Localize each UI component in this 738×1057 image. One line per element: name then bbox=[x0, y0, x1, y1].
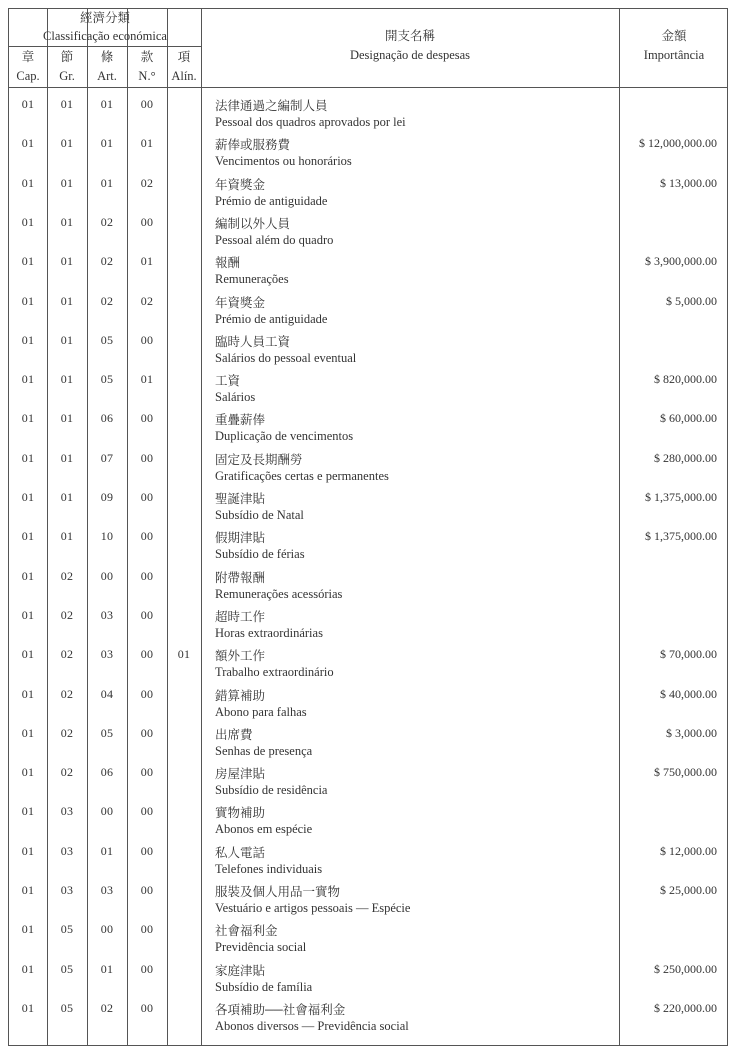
cell-gr: 01 bbox=[60, 136, 74, 151]
cell-art: 06 bbox=[100, 765, 114, 780]
col-alin-zh: 項 bbox=[177, 50, 191, 64]
designation-pt: Vencimentos ou honorários bbox=[215, 154, 352, 169]
cell-no: 00 bbox=[140, 214, 154, 229]
cell-no: 00 bbox=[140, 725, 154, 740]
designation-zh: 固定及長期酬勞 bbox=[215, 452, 303, 467]
column-divider bbox=[201, 9, 202, 1045]
col-no-zh: 款 bbox=[140, 50, 154, 64]
designation-pt: Telefones individuais bbox=[215, 861, 323, 876]
designation-zh: 假期津貼 bbox=[215, 531, 266, 546]
col-gr-pt: Gr. bbox=[59, 69, 75, 83]
cell-gr: 01 bbox=[60, 214, 74, 229]
cell-cap: 01 bbox=[21, 97, 35, 111]
cell-cap: 01 bbox=[21, 529, 35, 544]
cell-gr: 02 bbox=[60, 647, 74, 662]
cell-no: 00 bbox=[140, 883, 154, 897]
cell-cap: 01 bbox=[21, 490, 35, 504]
cell-no: 01 bbox=[140, 136, 154, 151]
designation-zh: 重疊薪俸 bbox=[215, 413, 266, 428]
col-art-pt: Art. bbox=[97, 69, 117, 83]
cell-art: 10 bbox=[100, 529, 114, 544]
cell-cap: 01 bbox=[21, 961, 35, 976]
amount-value: $ 13,000.00 bbox=[660, 175, 717, 190]
cell-cap: 01 bbox=[21, 293, 35, 308]
cell-no: 00 bbox=[140, 332, 154, 347]
designation-pt: Remunerações bbox=[215, 272, 289, 287]
designation-zh: 出席費 bbox=[215, 727, 253, 742]
cell-cap: 01 bbox=[21, 607, 35, 622]
cell-cap: 01 bbox=[21, 214, 35, 229]
cell-art: 09 bbox=[100, 490, 114, 504]
amount-header-pt: Importância bbox=[643, 48, 705, 62]
designation-zh: 工資 bbox=[215, 374, 241, 389]
designation-zh: 房屋津貼 bbox=[215, 767, 266, 782]
column-divider bbox=[167, 9, 168, 1045]
cell-gr: 03 bbox=[60, 804, 74, 819]
cell-gr: 02 bbox=[60, 568, 74, 583]
cell-cap: 01 bbox=[21, 450, 35, 465]
designation-zh: 附帶報酬 bbox=[215, 570, 266, 585]
designation-pt: Pessoal dos quadros aprovados por lei bbox=[215, 115, 406, 129]
cell-no: 00 bbox=[140, 922, 154, 937]
cell-art: 01 bbox=[100, 136, 114, 151]
designation-zh: 錯算補助 bbox=[215, 688, 266, 703]
cell-gr: 01 bbox=[60, 97, 74, 111]
cell-art: 00 bbox=[100, 804, 114, 819]
col-no-pt: N.° bbox=[138, 69, 156, 83]
cell-cap: 01 bbox=[21, 411, 35, 426]
designation-pt: Subsídio de residência bbox=[215, 783, 328, 798]
cell-gr: 02 bbox=[60, 725, 74, 740]
designation-pt: Salários do pessoal eventual bbox=[215, 350, 357, 365]
designation-pt: Senhas de presença bbox=[215, 743, 313, 758]
cell-cap: 01 bbox=[21, 843, 35, 858]
designation-header-zh: 開支名稱 bbox=[384, 29, 435, 43]
column-divider bbox=[619, 9, 620, 1045]
amount-header-zh: 金額 bbox=[661, 29, 687, 43]
designation-pt: Abonos em espécie bbox=[215, 822, 313, 837]
cell-gr: 01 bbox=[60, 450, 74, 465]
cell-gr: 01 bbox=[60, 490, 74, 504]
cell-no: 01 bbox=[140, 254, 154, 269]
cell-no: 00 bbox=[140, 490, 154, 504]
cell-gr: 01 bbox=[60, 175, 74, 190]
designation-zh: 年資獎金 bbox=[215, 177, 266, 192]
cell-art: 00 bbox=[100, 922, 114, 937]
cell-cap: 01 bbox=[21, 686, 35, 701]
cell-art: 06 bbox=[100, 411, 114, 426]
amount-value: $ 60,000.00 bbox=[660, 411, 717, 426]
designation-pt: Salários bbox=[215, 390, 256, 405]
cell-gr: 01 bbox=[60, 411, 74, 426]
cell-gr: 01 bbox=[60, 293, 74, 308]
amount-value: $ 40,000.00 bbox=[660, 686, 717, 701]
cell-art: 02 bbox=[100, 293, 114, 308]
designation-zh: 法律通過之編制人員 bbox=[215, 99, 328, 113]
designation-pt: Subsídio de férias bbox=[215, 547, 305, 562]
amount-value: $ 280,000.00 bbox=[654, 450, 717, 465]
designation-zh: 聖誕津貼 bbox=[215, 492, 266, 506]
cell-no: 00 bbox=[140, 843, 154, 858]
designation-pt: Gratificações certas e permanentes bbox=[215, 468, 389, 483]
designation-pt: Abonos diversos — Previdência social bbox=[215, 1018, 409, 1033]
designation-zh: 私人電話 bbox=[215, 845, 266, 860]
col-gr-zh: 節 bbox=[60, 50, 74, 64]
designation-pt: Horas extraordinárias bbox=[215, 625, 323, 640]
designation-pt: Prémio de antiguidade bbox=[215, 311, 328, 326]
cell-cap: 01 bbox=[21, 725, 35, 740]
cell-no: 00 bbox=[140, 450, 154, 465]
cell-no: 01 bbox=[140, 372, 154, 387]
cell-art: 02 bbox=[100, 1000, 114, 1015]
designation-zh: 實物補助 bbox=[215, 806, 266, 821]
cell-no: 00 bbox=[140, 765, 154, 780]
cell-cap: 01 bbox=[21, 1000, 35, 1015]
cell-no: 00 bbox=[140, 686, 154, 701]
cell-gr: 02 bbox=[60, 686, 74, 701]
designation-zh: 薪俸或服務費 bbox=[215, 138, 291, 153]
designation-header-pt: Designação de despesas bbox=[349, 48, 471, 62]
cell-cap: 01 bbox=[21, 332, 35, 347]
cell-gr: 05 bbox=[60, 922, 74, 937]
designation-zh: 臨時人員工資 bbox=[215, 334, 291, 349]
designation-pt: Abono para falhas bbox=[215, 704, 307, 719]
cell-art: 04 bbox=[100, 686, 114, 701]
cell-art: 02 bbox=[100, 254, 114, 269]
cell-cap: 01 bbox=[21, 175, 35, 190]
cell-art: 01 bbox=[100, 843, 114, 858]
cell-no: 00 bbox=[140, 961, 154, 976]
designation-pt: Trabalho extraordinário bbox=[215, 665, 334, 680]
cell-gr: 05 bbox=[60, 1000, 74, 1015]
cell-gr: 02 bbox=[60, 607, 74, 622]
designation-pt: Prémio de antiguidade bbox=[215, 193, 328, 208]
designation-pt: Duplicação de vencimentos bbox=[215, 429, 354, 444]
designation-pt: Remunerações acessórias bbox=[215, 586, 343, 601]
designation-zh: 服裝及個人用品一實物 bbox=[215, 885, 341, 899]
amount-value: $ 5,000.00 bbox=[666, 293, 717, 308]
cell-no: 00 bbox=[140, 647, 154, 662]
cell-gr: 01 bbox=[60, 372, 74, 387]
amount-value: $ 3,900,000.00 bbox=[645, 254, 717, 269]
cell-no: 00 bbox=[140, 804, 154, 819]
amount-value: $ 70,000.00 bbox=[660, 647, 717, 662]
designation-zh: 家庭津貼 bbox=[215, 963, 266, 978]
col-cap-pt: Cap. bbox=[16, 69, 40, 83]
cell-alin: 01 bbox=[177, 647, 191, 662]
cell-gr: 01 bbox=[60, 254, 74, 269]
cell-no: 02 bbox=[140, 293, 154, 308]
designation-pt: Subsídio de família bbox=[215, 979, 313, 994]
cell-gr: 01 bbox=[60, 529, 74, 544]
classification-header-zh: 經濟分類 bbox=[79, 11, 130, 25]
amount-value: $ 250,000.00 bbox=[654, 961, 717, 976]
cell-art: 02 bbox=[100, 214, 114, 229]
cell-art: 00 bbox=[100, 568, 114, 583]
amount-value: $ 820,000.00 bbox=[654, 372, 717, 387]
amount-value: $ 12,000.00 bbox=[660, 843, 717, 858]
designation-pt: Subsídio de Natal bbox=[215, 508, 304, 522]
amount-value: $ 220,000.00 bbox=[654, 1000, 717, 1015]
amount-value: $ 3,000.00 bbox=[666, 725, 717, 740]
cell-cap: 01 bbox=[21, 883, 35, 897]
cell-art: 01 bbox=[100, 97, 114, 111]
cell-gr: 05 bbox=[60, 961, 74, 976]
designation-pt: Vestuário e artigos pessoais — Espécie bbox=[215, 901, 411, 915]
cell-gr: 03 bbox=[60, 843, 74, 858]
classification-header-pt: Classificação económica bbox=[43, 29, 167, 43]
cell-art: 05 bbox=[100, 332, 114, 347]
cell-cap: 01 bbox=[21, 372, 35, 387]
col-art-zh: 條 bbox=[100, 50, 114, 64]
amount-value: $ 12,000,000.00 bbox=[639, 136, 717, 151]
cell-no: 00 bbox=[140, 411, 154, 426]
designation-zh: 編制以外人員 bbox=[215, 216, 291, 231]
col-alin-pt: Alín. bbox=[171, 69, 197, 83]
cell-art: 05 bbox=[100, 725, 114, 740]
cell-no: 00 bbox=[140, 529, 154, 544]
cell-art: 01 bbox=[100, 961, 114, 976]
budget-table bbox=[8, 8, 728, 1046]
cell-cap: 01 bbox=[21, 922, 35, 937]
cell-no: 00 bbox=[140, 1000, 154, 1015]
cell-cap: 01 bbox=[21, 804, 35, 819]
cell-no: 00 bbox=[140, 97, 154, 111]
cell-cap: 01 bbox=[21, 254, 35, 269]
designation-zh: 各項補助──社會福利金 bbox=[215, 1002, 346, 1017]
amount-value: $ 1,375,000.00 bbox=[645, 529, 717, 544]
designation-zh: 社會福利金 bbox=[215, 924, 278, 939]
cell-no: 00 bbox=[140, 607, 154, 622]
cell-cap: 01 bbox=[21, 136, 35, 151]
cell-art: 03 bbox=[100, 607, 114, 622]
designation-zh: 超時工作 bbox=[215, 609, 266, 624]
designation-pt: Previdência social bbox=[215, 940, 307, 955]
amount-value: $ 25,000.00 bbox=[660, 883, 717, 897]
cell-cap: 01 bbox=[21, 568, 35, 583]
designation-zh: 額外工作 bbox=[215, 649, 266, 664]
cell-gr: 01 bbox=[60, 332, 74, 347]
cell-cap: 01 bbox=[21, 647, 35, 662]
designation-pt: Pessoal além do quadro bbox=[215, 232, 334, 247]
col-cap-zh: 章 bbox=[21, 50, 35, 64]
designation-zh: 報酬 bbox=[215, 256, 241, 271]
cell-art: 05 bbox=[100, 372, 114, 387]
designation-zh: 年資獎金 bbox=[215, 295, 266, 310]
cell-no: 00 bbox=[140, 568, 154, 583]
amount-value: $ 750,000.00 bbox=[654, 765, 717, 780]
amount-value: $ 1,375,000.00 bbox=[645, 490, 717, 504]
cell-art: 01 bbox=[100, 175, 114, 190]
cell-cap: 01 bbox=[21, 765, 35, 780]
cell-no: 02 bbox=[140, 175, 154, 190]
header-divider bbox=[9, 46, 201, 47]
cell-gr: 03 bbox=[60, 883, 74, 897]
header-divider bbox=[9, 87, 727, 88]
cell-gr: 02 bbox=[60, 765, 74, 780]
cell-art: 07 bbox=[100, 450, 114, 465]
cell-art: 03 bbox=[100, 883, 114, 897]
cell-art: 03 bbox=[100, 647, 114, 662]
